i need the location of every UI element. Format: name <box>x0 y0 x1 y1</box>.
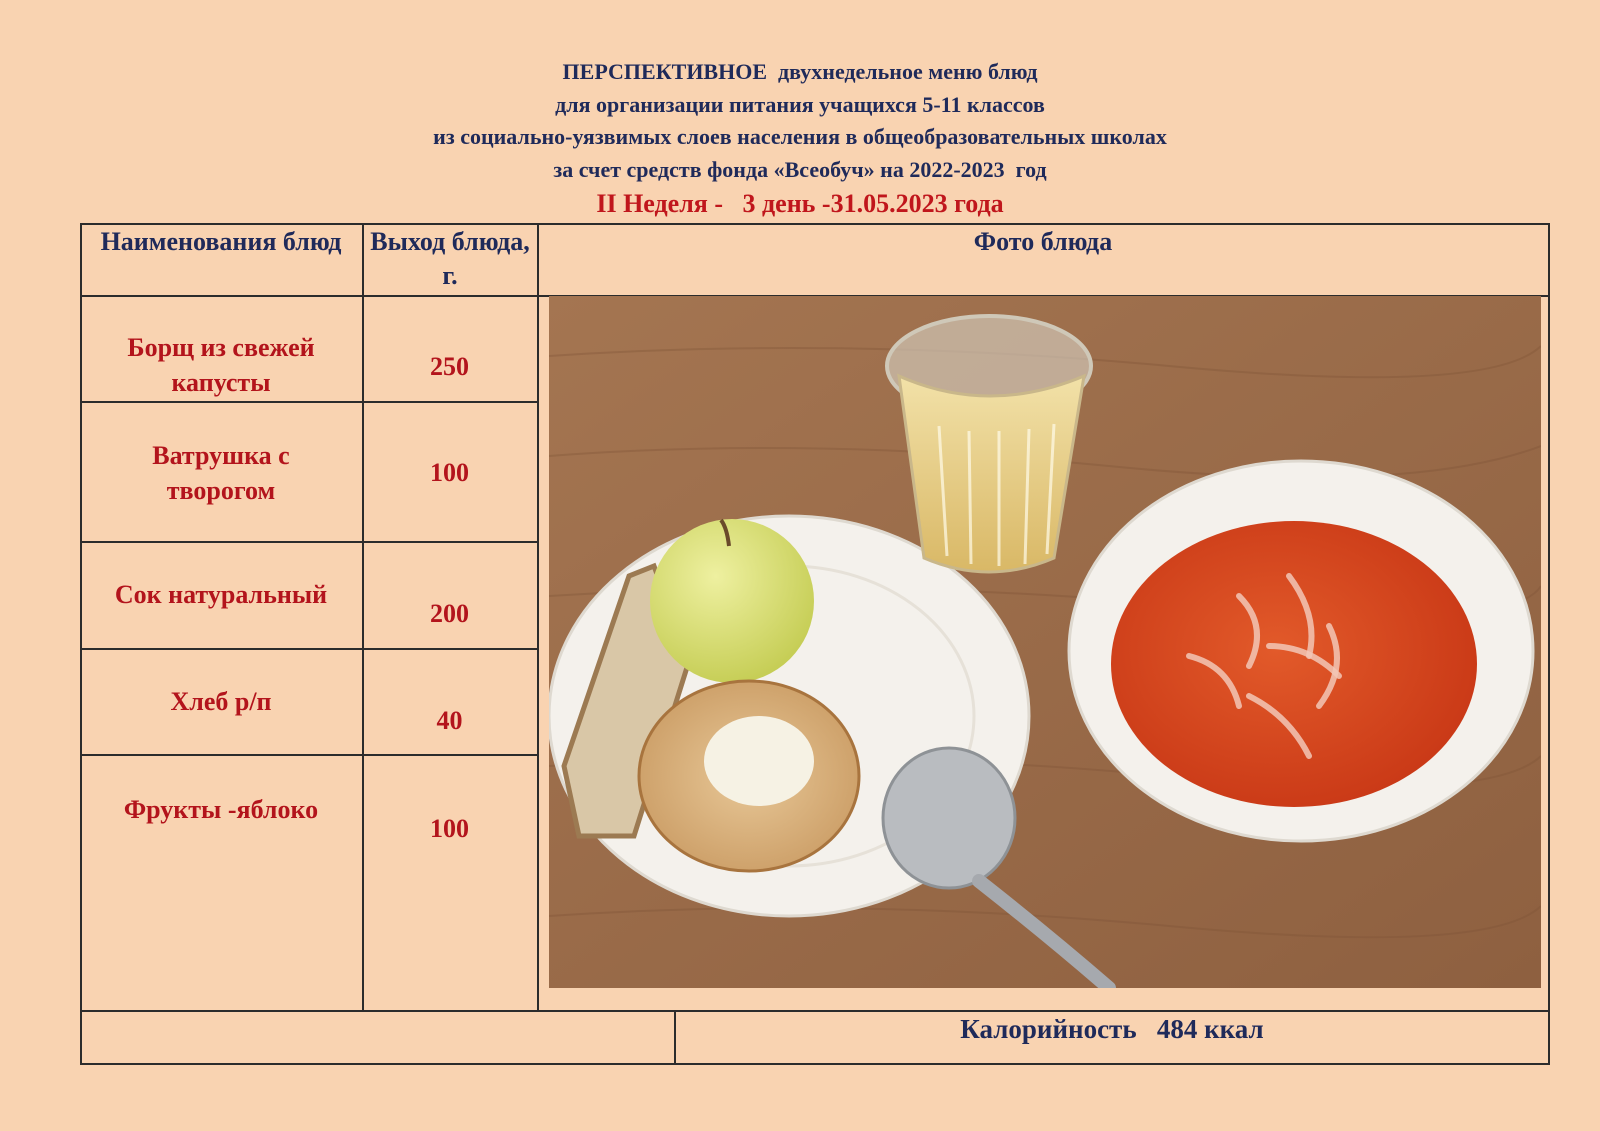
dish-name: Фрукты -яблоко <box>123 795 319 824</box>
header-line-2: для организации питания учащихся 5-11 классов <box>555 91 1045 117</box>
row-separator-3 <box>80 648 538 650</box>
table-border-left <box>80 223 82 1065</box>
cottage-cheese-filling <box>704 716 814 806</box>
document-header <box>0 56 1600 221</box>
dish-yield: 200 <box>430 599 469 628</box>
header-line-3: из социально-уязвимых слоев населения в общеобразовательных школах <box>433 124 1167 149</box>
dish-yield: 100 <box>430 814 469 843</box>
dish-name: Хлеб р/п <box>170 687 272 716</box>
juice-glass <box>899 376 1084 572</box>
row-separator-2 <box>80 541 538 543</box>
row-separator-1 <box>80 401 538 403</box>
dish-name: Сок натуральный <box>114 580 328 609</box>
menu-table <box>80 223 1550 1065</box>
table-border-right <box>1548 223 1550 1065</box>
meal-photo <box>549 296 1541 988</box>
col-separator-2 <box>537 223 539 1010</box>
col-header-photo: Фото блюда <box>973 227 1113 256</box>
apple <box>650 519 814 683</box>
dish-name: Ватрушка с творогом <box>152 441 290 505</box>
col-header-yield: Выход блюда, г. <box>370 227 530 290</box>
calories-total: Калорийность 484 ккал <box>960 1014 1264 1044</box>
dish-yield: 100 <box>430 458 469 487</box>
table-border-bottom <box>80 1063 1550 1065</box>
dish-yield: 250 <box>430 352 469 381</box>
spoon-bowl <box>883 748 1015 888</box>
week-day-title: II Неделя - 3 день -31.05.2023 года <box>596 189 1004 218</box>
row-separator-4 <box>80 754 538 756</box>
col-header-name: Наименования блюд <box>100 227 342 256</box>
dish-name: Борщ из свежей капусты <box>127 333 315 397</box>
header-line-4: за счет средств фонда «Всеобуч» на 2022-2023 год <box>553 156 1047 182</box>
header-line-1: ПЕРСПЕКТИВНОЕ двухнедельное меню блюд <box>562 59 1038 84</box>
borscht <box>1111 521 1477 807</box>
dish-yield: 40 <box>436 706 463 735</box>
